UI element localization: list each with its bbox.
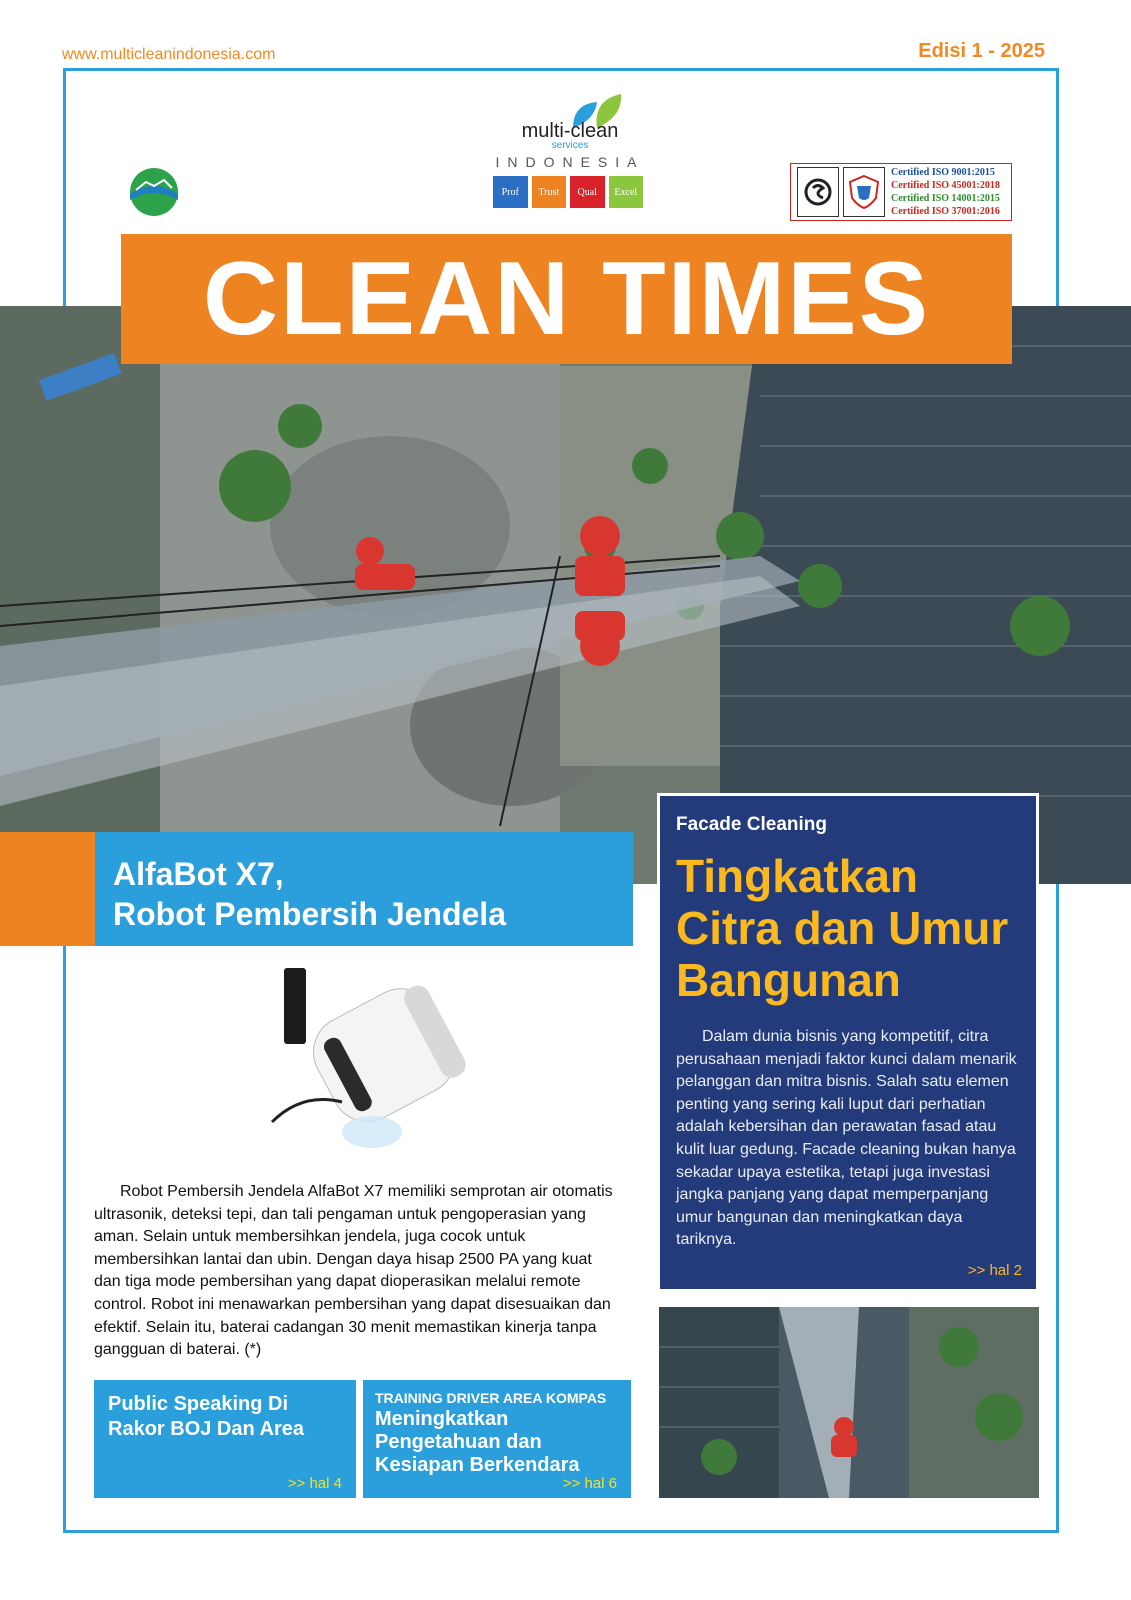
value-prof: Prof (493, 176, 528, 208)
brand-country: INDONESIA (495, 154, 645, 170)
feature-article (657, 793, 1039, 1292)
masthead-title: CLEAN TIMES (121, 234, 1012, 364)
feature-kicker: Facade Cleaning (676, 814, 827, 835)
iso-cert-45001: Certified ISO 45001:2018 (891, 180, 1000, 191)
edition-label: Edisi 1 - 2025 (918, 40, 1045, 62)
teaser-training-kicker: TRAINING DRIVER AREA KOMPAS (375, 1390, 607, 1406)
certification-seal-icon (797, 167, 839, 217)
alfabot-headline-line1: AlfaBot X7, (113, 856, 284, 892)
iso-cert-list (891, 164, 1011, 220)
iso-certification-block (790, 163, 1012, 221)
iso-cert-9001: Certified ISO 9001:2015 (891, 167, 995, 178)
brand-sub: services (551, 140, 589, 151)
shield-icon (843, 167, 885, 217)
teaser-training-link[interactable]: >> hal 6 (562, 1475, 617, 1492)
brand-name: multi-clean (521, 120, 619, 142)
feature-body: Dalam dunia bisnis yang kompetitif, citra perusahaan menjadi faktor kunci dalam menarik pelanggan dan mitra bisnis. Salah satu elemen penting yang sering kali luput dari perhatian adalah kebersihan dan perawatan fasad atau kulit luar gedung. Facade cleaning bukan hanya sekadar upaya estetika, tetapi juga investasi jangka panjang yang dapat memperpanjang umur bangunan dan meningkatkan daya tariknya. (676, 1028, 1017, 1249)
iso-cert-37001: Certified ISO 37001:2016 (891, 206, 1000, 217)
accent-strip (0, 832, 95, 946)
teaser-training-driver[interactable] (359, 1380, 631, 1498)
multiclean-logo (485, 92, 655, 216)
feature-page-link[interactable]: >> hal 2 (967, 1262, 1022, 1279)
teaser-public-speaking[interactable] (94, 1380, 356, 1498)
alfabot-headline (95, 832, 633, 946)
iso-cert-14001: Certified ISO 14001:2015 (891, 193, 1000, 204)
green-clean-logo (116, 156, 198, 228)
remote-control-icon (284, 968, 306, 1044)
brand-values (493, 176, 643, 208)
robot-image (262, 962, 474, 1162)
value-qual: Qual (570, 176, 605, 208)
website-url: www.multicleanindonesia.com (62, 46, 276, 63)
value-trust: Trust (532, 176, 567, 208)
teaser-public-speaking-link[interactable]: >> hal 4 (287, 1475, 342, 1492)
feature-headline: Tingkatkan Citra dan Umur Bangunan (676, 850, 1009, 1006)
facade-photo (659, 1307, 1039, 1498)
alfabot-headline-line2: Robot Pembersih Jendela (113, 896, 506, 932)
value-excel: Excel (609, 176, 644, 208)
teaser-training-title: Meningkatkan Pengetahuan dan Kesiapan Berkendara (375, 1408, 580, 1476)
teaser-public-speaking-title: Public Speaking Di Rakor BOJ Dan Area (108, 1393, 304, 1440)
alfabot-body: Robot Pembersih Jendela AlfaBot X7 memiliki semprotan air otomatis ultrasonik, deteksi tepi, dan tali pengaman untuk pengoperasian yang aman. Selain untuk membersihkan jendela, juga cocok untuk membersihkan lantai dan ubin. Dengan daya hisap 2500 PA yang kuat dan tiga mode pembersihan yang dapat dioperasikan melalui remote control. Robot ini menawarkan pembersihan yang dapat disesuaikan dan efektif. Selain itu, baterai cadangan 30 menit memastikan kinerja tanpa gangguan di baterai. (*) (94, 1183, 613, 1359)
